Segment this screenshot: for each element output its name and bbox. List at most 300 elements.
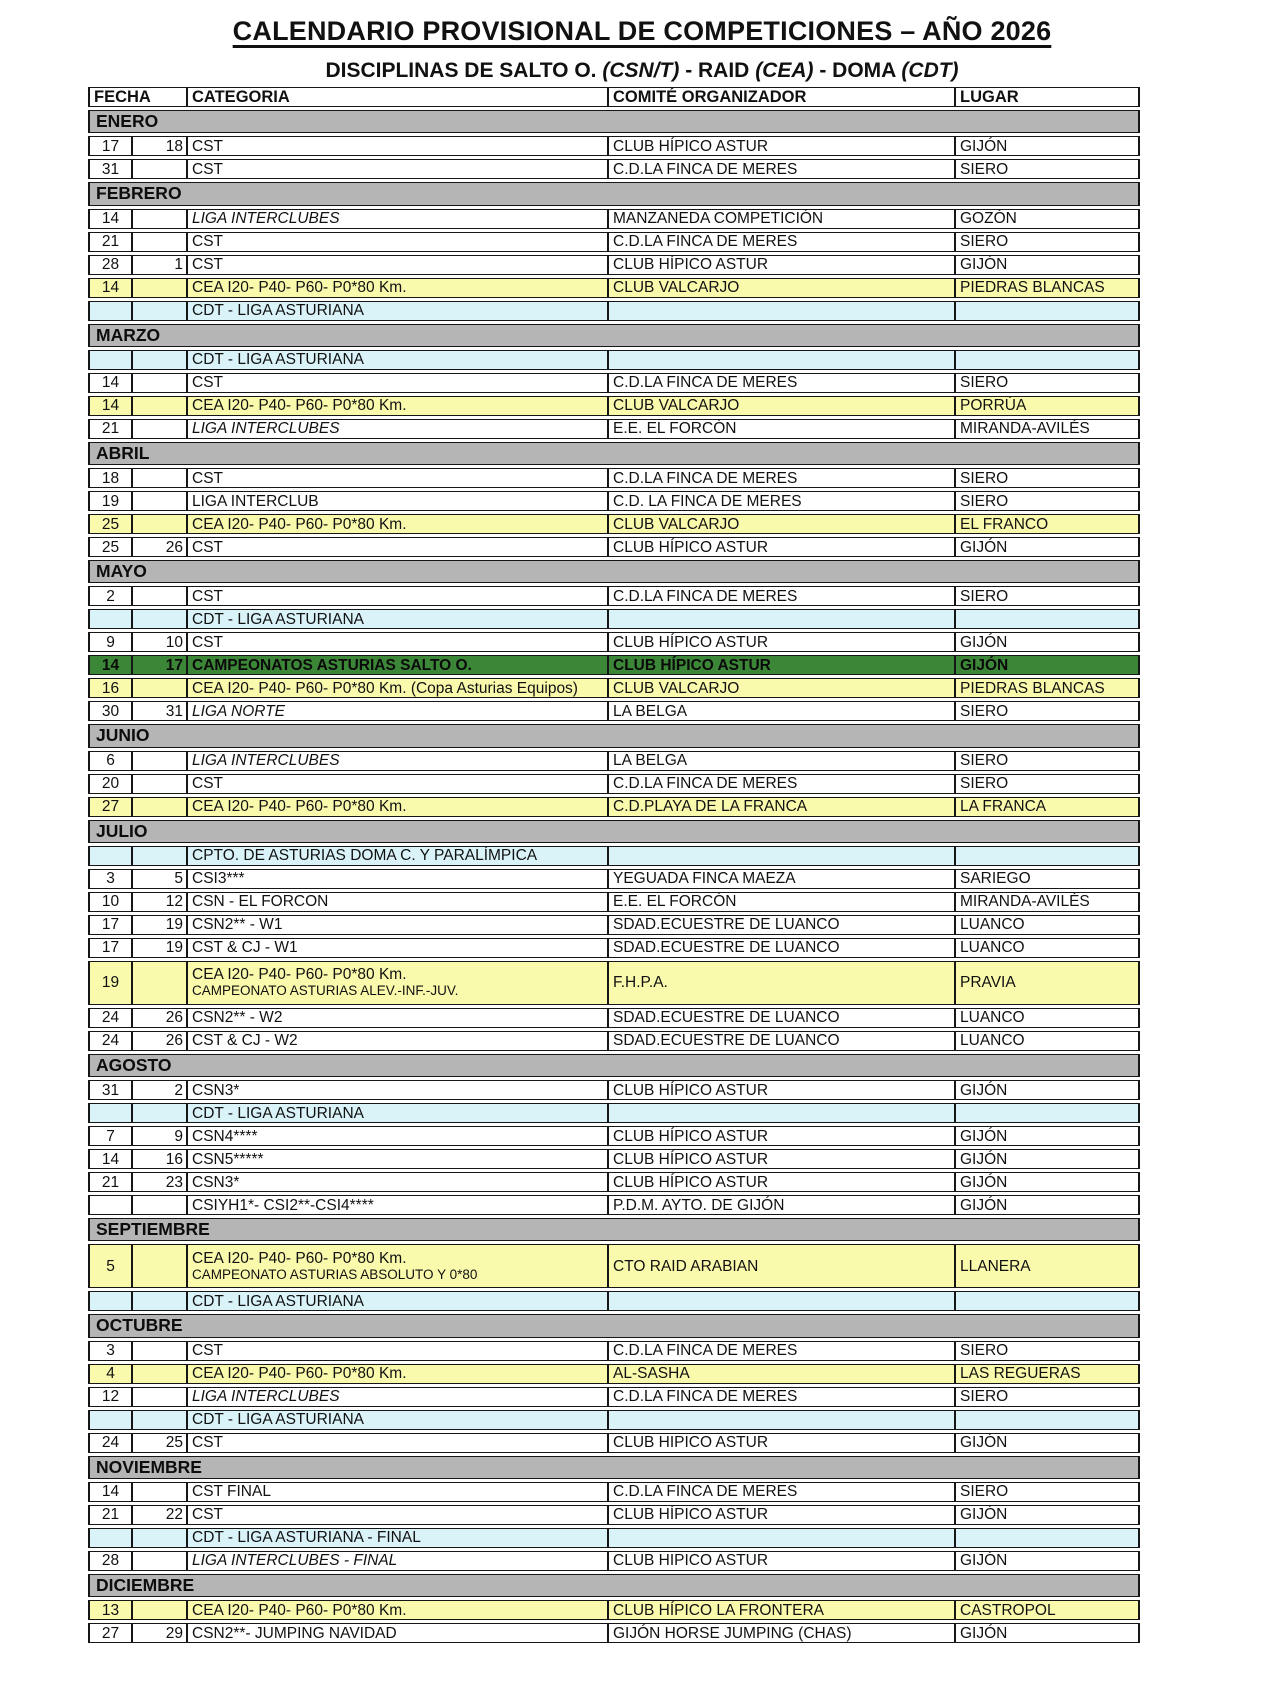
categoria-cell	[187, 1551, 608, 1571]
comite-cell: CLUB HÍPICO ASTUR	[608, 537, 955, 557]
subtitle-segment: DISCIPLINAS DE SALTO O.	[325, 59, 603, 82]
fecha-start-cell	[88, 609, 132, 629]
calendar-row	[88, 655, 1140, 675]
categoria-cell	[187, 586, 608, 606]
categoria-cell	[187, 537, 608, 557]
lugar-cell: SIERO	[955, 1387, 1140, 1407]
fecha-end-cell	[132, 468, 187, 488]
calendar-row	[88, 1172, 1140, 1192]
month-header-row-abril	[88, 442, 1140, 465]
comite-cell: C.D.PLAYA DE LA FRANCA	[608, 797, 955, 817]
fecha-end-cell	[132, 1528, 187, 1548]
comite-cell: C.D.LA FINCA DE MERES	[608, 586, 955, 606]
categoria-cell	[187, 278, 608, 298]
month-header-row-agosto	[88, 1054, 1140, 1077]
comite-cell: AL-SASHA	[608, 1364, 955, 1384]
calendar-row	[88, 892, 1140, 912]
categoria-cell	[187, 1080, 608, 1100]
fecha-end-cell	[132, 159, 187, 179]
comite-cell: CLUB VALCARJO	[608, 396, 955, 416]
table-header-row	[88, 87, 1140, 107]
fecha-start-cell: 2	[88, 586, 132, 606]
calendar-row	[88, 632, 1140, 652]
fecha-start-cell: 27	[88, 1623, 132, 1643]
comite-cell: C.D.LA FINCA DE MERES	[608, 1482, 955, 1502]
lugar-cell: SIERO	[955, 701, 1140, 721]
month-label: ENERO	[88, 110, 1140, 133]
fecha-start-cell	[88, 846, 132, 866]
comite-cell: F.H.P.A.	[608, 961, 955, 1005]
lugar-cell	[955, 609, 1140, 629]
categoria-cell	[187, 1505, 608, 1525]
categoria-cell	[187, 491, 608, 511]
fecha-end-cell	[132, 1195, 187, 1215]
fecha-end-cell	[132, 419, 187, 439]
fecha-start-cell: 14	[88, 396, 132, 416]
lugar-cell: PORRÚA	[955, 396, 1140, 416]
categoria-cell	[187, 751, 608, 771]
comite-cell: LA BELGA	[608, 751, 955, 771]
fecha-end-cell	[132, 1600, 187, 1620]
categoria-text: CSN2** - W1	[192, 916, 283, 934]
calendar-row	[88, 537, 1140, 557]
categoria-text: CST	[192, 160, 223, 178]
fecha-end-cell	[132, 678, 187, 698]
calendar-row	[88, 1528, 1140, 1548]
categoria-text: CEA I20- P40- P60- P0*80 Km.	[192, 1601, 407, 1619]
categoria-text: CSI3***	[192, 870, 245, 888]
fecha-start-cell: 12	[88, 1387, 132, 1407]
month-label: JULIO	[88, 820, 1140, 843]
comite-cell: CLUB HIPICO ASTUR	[608, 1551, 955, 1571]
categoria-text: CST & CJ - W1	[192, 939, 298, 957]
month-label: AGOSTO	[88, 1054, 1140, 1077]
comite-cell: SDAD.ECUESTRE DE LUANCO	[608, 1008, 955, 1028]
comite-cell	[608, 1291, 955, 1311]
categoria-text: LIGA INTERCLUBES - FINAL	[192, 1552, 398, 1570]
calendar-row	[88, 1600, 1140, 1620]
column-header-comite: COMITÉ ORGANIZADOR	[608, 87, 955, 107]
categoria-text: CDT - LIGA ASTURIANA - FINAL	[192, 1529, 421, 1547]
categoria-text: CEA I20- P40- P60- P0*80 Km.	[192, 1365, 407, 1383]
categoria-cell	[187, 1031, 608, 1051]
fecha-start-cell: 31	[88, 1080, 132, 1100]
lugar-cell: GIJÓN	[955, 1551, 1140, 1571]
categoria-text: CST	[192, 538, 223, 556]
categoria-text: CST	[192, 256, 223, 274]
fecha-start-cell: 21	[88, 1172, 132, 1192]
subtitle-segment: (CDT)	[901, 59, 959, 82]
calendar-row	[88, 278, 1140, 298]
lugar-cell: PIEDRAS BLANCAS	[955, 678, 1140, 698]
categoria-cell	[187, 1008, 608, 1028]
lugar-cell: SIERO	[955, 373, 1140, 393]
month-header-row-octubre	[88, 1314, 1140, 1337]
fecha-end-cell: 26	[132, 1008, 187, 1028]
lugar-cell: MIRANDA-AVILÉS	[955, 419, 1140, 439]
fecha-start-cell: 20	[88, 774, 132, 794]
lugar-cell: LUANCO	[955, 1008, 1140, 1028]
fecha-start-cell: 24	[88, 1008, 132, 1028]
comite-cell	[608, 1528, 955, 1548]
calendar-row	[88, 678, 1140, 698]
categoria-text: CST FINAL	[192, 1483, 271, 1501]
categoria-text: CST	[192, 775, 223, 793]
categoria-text: LIGA INTERCLUBES	[192, 420, 340, 438]
lugar-cell	[955, 1528, 1140, 1548]
fecha-end-cell: 25	[132, 1433, 187, 1453]
calendar-row	[88, 1364, 1140, 1384]
fecha-end-cell: 12	[132, 892, 187, 912]
calendar-row	[88, 1410, 1140, 1430]
categoria-text: CEA I20- P40- P60- P0*80 Km. (Copa Asturias Equipos)	[192, 679, 578, 697]
categoria-cell	[187, 1149, 608, 1169]
comite-cell	[608, 1410, 955, 1430]
comite-cell: CTO RAID ARABIAN	[608, 1244, 955, 1288]
calendar-row	[88, 1031, 1140, 1051]
calendar-row	[88, 136, 1140, 156]
lugar-cell	[955, 846, 1140, 866]
fecha-start-cell	[88, 350, 132, 370]
comite-cell: CLUB HÍPICO ASTUR	[608, 1080, 955, 1100]
categoria-cell	[187, 514, 608, 534]
categoria-cell	[187, 655, 608, 675]
comite-cell: CLUB HIPICO ASTUR	[608, 1433, 955, 1453]
month-header-row-julio	[88, 820, 1140, 843]
categoria-text: CDT - LIGA ASTURIANA	[192, 610, 364, 628]
fecha-start-cell: 17	[88, 915, 132, 935]
calendar-row	[88, 1387, 1140, 1407]
fecha-start-cell	[88, 1528, 132, 1548]
comite-cell: CLUB HÍPICO ASTUR	[608, 255, 955, 275]
fecha-end-cell: 19	[132, 915, 187, 935]
fecha-end-cell	[132, 301, 187, 321]
comite-cell: CLUB VALCARJO	[608, 678, 955, 698]
comite-cell	[608, 350, 955, 370]
categoria-cell	[187, 1195, 608, 1215]
categoria-text: CST & CJ - W2	[192, 1032, 298, 1050]
categoria-text: CDT - LIGA ASTURIANA	[192, 1411, 364, 1429]
fecha-end-cell: 26	[132, 537, 187, 557]
categoria-text: CST	[192, 1506, 223, 1524]
lugar-cell	[955, 1410, 1140, 1430]
fecha-end-cell	[132, 1103, 187, 1123]
calendar-row	[88, 961, 1140, 1005]
fecha-start-cell: 14	[88, 655, 132, 675]
comite-cell: CLUB HÍPICO ASTUR	[608, 136, 955, 156]
comite-cell: SDAD.ECUESTRE DE LUANCO	[608, 1031, 955, 1051]
categoria-cell	[187, 301, 608, 321]
fecha-end-cell: 2	[132, 1080, 187, 1100]
categoria-cell	[187, 1623, 608, 1643]
competition-calendar-table	[88, 84, 1140, 1646]
lugar-cell: GIJÓN	[955, 255, 1140, 275]
categoria-cell	[187, 1410, 608, 1430]
calendar-row	[88, 232, 1140, 252]
categoria-text: CDT - LIGA ASTURIANA	[192, 351, 364, 369]
fecha-start-cell	[88, 1103, 132, 1123]
month-label: NOVIEMBRE	[88, 1456, 1140, 1479]
lugar-cell: GIJÓN	[955, 1505, 1140, 1525]
month-label: MAYO	[88, 560, 1140, 583]
categoria-text: CEA I20- P40- P60- P0*80 Km.	[192, 515, 407, 533]
comite-cell: C.D.LA FINCA DE MERES	[608, 232, 955, 252]
categoria-text: CST	[192, 1342, 223, 1360]
categoria-text: LIGA INTERCLUBES	[192, 1388, 340, 1406]
categoria-cell	[187, 1482, 608, 1502]
comite-cell: CLUB HÍPICO ASTUR	[608, 1126, 955, 1146]
fecha-start-cell: 18	[88, 468, 132, 488]
fecha-end-cell	[132, 609, 187, 629]
calendar-row	[88, 396, 1140, 416]
calendar-row	[88, 1505, 1140, 1525]
lugar-cell	[955, 301, 1140, 321]
calendar-row	[88, 915, 1140, 935]
comite-cell: C.D.LA FINCA DE MERES	[608, 1341, 955, 1361]
comite-cell: CLUB HÍPICO ASTUR	[608, 632, 955, 652]
lugar-cell: SIERO	[955, 159, 1140, 179]
month-header-row-noviembre	[88, 1456, 1140, 1479]
categoria-second-line: CAMPEONATO ASTURIAS ABSOLUTO Y 0*80	[192, 1266, 478, 1282]
categoria-cell	[187, 1364, 608, 1384]
fecha-end-cell: 17	[132, 655, 187, 675]
categoria-text: CPTO. DE ASTURIAS DOMA C. Y PARALÍMPICA	[192, 847, 538, 865]
month-header-row-marzo	[88, 324, 1140, 347]
comite-cell	[608, 846, 955, 866]
column-header-categoria: CATEGORIA	[187, 87, 608, 107]
lugar-cell: EL FRANCO	[955, 514, 1140, 534]
categoria-text: LIGA INTERCLUB	[192, 492, 319, 510]
month-label: OCTUBRE	[88, 1314, 1140, 1337]
fecha-end-cell	[132, 1482, 187, 1502]
fecha-end-cell: 9	[132, 1126, 187, 1146]
page-subtitle	[0, 59, 1284, 83]
categoria-cell	[187, 396, 608, 416]
calendar-row	[88, 797, 1140, 817]
fecha-end-cell: 1	[132, 255, 187, 275]
categoria-text: CST	[192, 469, 223, 487]
categoria-cell	[187, 255, 608, 275]
month-header-row-febrero	[88, 182, 1140, 205]
categoria-cell	[187, 1244, 608, 1288]
lugar-cell: SIERO	[955, 1341, 1140, 1361]
comite-cell: YEGUADA FINCA MAEZA	[608, 869, 955, 889]
calendar-row	[88, 1149, 1140, 1169]
categoria-text: CEA I20- P40- P60- P0*80 Km.	[192, 966, 407, 984]
categoria-cell	[187, 1387, 608, 1407]
categoria-text: CEA I20- P40- P60- P0*80 Km.	[192, 1249, 407, 1267]
calendar-row	[88, 1103, 1140, 1123]
fecha-end-cell	[132, 232, 187, 252]
calendar-table-body	[88, 87, 1140, 1643]
categoria-cell	[187, 1600, 608, 1620]
comite-cell: CLUB HÍPICO ASTUR	[608, 1149, 955, 1169]
fecha-start-cell: 14	[88, 209, 132, 229]
fecha-end-cell: 19	[132, 938, 187, 958]
calendar-row	[88, 751, 1140, 771]
calendar-row	[88, 419, 1140, 439]
comite-cell: CLUB VALCARJO	[608, 514, 955, 534]
calendar-row	[88, 373, 1140, 393]
comite-cell	[608, 609, 955, 629]
fecha-end-cell	[132, 396, 187, 416]
lugar-cell: PIEDRAS BLANCAS	[955, 278, 1140, 298]
fecha-end-cell	[132, 491, 187, 511]
lugar-cell: SIERO	[955, 491, 1140, 511]
comite-cell: SDAD.ECUESTRE DE LUANCO	[608, 938, 955, 958]
fecha-end-cell	[132, 373, 187, 393]
lugar-cell: GIJÓN	[955, 1149, 1140, 1169]
month-label: MARZO	[88, 324, 1140, 347]
calendar-row	[88, 255, 1140, 275]
calendar-row	[88, 846, 1140, 866]
month-header-row-septiembre	[88, 1218, 1140, 1241]
comite-cell: CLUB HÍPICO ASTUR	[608, 655, 955, 675]
categoria-text: CEA I20- P40- P60- P0*80 Km.	[192, 798, 407, 816]
categoria-cell	[187, 892, 608, 912]
calendar-row	[88, 1291, 1140, 1311]
categoria-cell	[187, 1433, 608, 1453]
calendar-row	[88, 586, 1140, 606]
month-label: JUNIO	[88, 724, 1140, 747]
categoria-cell	[187, 678, 608, 698]
month-header-row-diciembre	[88, 1574, 1140, 1597]
fecha-start-cell: 24	[88, 1433, 132, 1453]
categoria-text: CDT - LIGA ASTURIANA	[192, 302, 364, 320]
categoria-cell	[187, 846, 608, 866]
calendar-row	[88, 1623, 1140, 1643]
categoria-cell	[187, 1291, 608, 1311]
fecha-start-cell: 24	[88, 1031, 132, 1051]
month-label: FEBRERO	[88, 182, 1140, 205]
comite-cell: C.D. LA FINCA DE MERES	[608, 491, 955, 511]
categoria-cell	[187, 869, 608, 889]
fecha-end-cell: 16	[132, 1149, 187, 1169]
comite-cell: C.D.LA FINCA DE MERES	[608, 468, 955, 488]
fecha-end-cell	[132, 961, 187, 1005]
lugar-cell: GIJÓN	[955, 632, 1140, 652]
categoria-cell	[187, 468, 608, 488]
categoria-cell	[187, 1341, 608, 1361]
fecha-start-cell	[88, 1195, 132, 1215]
subtitle-segment: (CEA)	[755, 59, 814, 82]
categoria-cell	[187, 373, 608, 393]
fecha-start-cell	[88, 1291, 132, 1311]
lugar-cell: GIJÓN	[955, 1080, 1140, 1100]
lugar-cell: SARIEGO	[955, 869, 1140, 889]
comite-cell: CLUB HÍPICO ASTUR	[608, 1505, 955, 1525]
calendar-row	[88, 609, 1140, 629]
comite-cell: E.E. EL FORCÓN	[608, 892, 955, 912]
categoria-text: LIGA INTERCLUBES	[192, 752, 340, 770]
comite-cell: CLUB VALCARJO	[608, 278, 955, 298]
lugar-cell: GIJÓN	[955, 655, 1140, 675]
calendar-row	[88, 350, 1140, 370]
lugar-cell: SIERO	[955, 751, 1140, 771]
fecha-start-cell: 21	[88, 1505, 132, 1525]
lugar-cell: SIERO	[955, 774, 1140, 794]
lugar-cell: CASTROPOL	[955, 1600, 1140, 1620]
categoria-text: CST	[192, 374, 223, 392]
fecha-end-cell: 26	[132, 1031, 187, 1051]
lugar-cell	[955, 1291, 1140, 1311]
calendar-row	[88, 491, 1140, 511]
categoria-text: CAMPEONATOS ASTURIAS SALTO O.	[192, 656, 472, 674]
categoria-cell	[187, 915, 608, 935]
calendar-row	[88, 514, 1140, 534]
lugar-cell: GIJÓN	[955, 1126, 1140, 1146]
fecha-start-cell: 28	[88, 1551, 132, 1571]
fecha-end-cell	[132, 209, 187, 229]
fecha-end-cell	[132, 1341, 187, 1361]
month-label: DICIEMBRE	[88, 1574, 1140, 1597]
fecha-end-cell	[132, 1244, 187, 1288]
fecha-end-cell	[132, 1364, 187, 1384]
fecha-end-cell	[132, 751, 187, 771]
calendar-row	[88, 869, 1140, 889]
comite-cell: E.E. EL FORCÓN	[608, 419, 955, 439]
lugar-cell: SIERO	[955, 232, 1140, 252]
fecha-end-cell	[132, 514, 187, 534]
fecha-start-cell: 30	[88, 701, 132, 721]
lugar-cell: GIJÓN	[955, 136, 1140, 156]
fecha-end-cell: 22	[132, 1505, 187, 1525]
fecha-start-cell: 19	[88, 491, 132, 511]
fecha-end-cell: 5	[132, 869, 187, 889]
lugar-cell: GOZÓN	[955, 209, 1140, 229]
comite-cell: SDAD.ECUESTRE DE LUANCO	[608, 915, 955, 935]
categoria-cell	[187, 609, 608, 629]
calendar-row	[88, 209, 1140, 229]
comite-cell: C.D.LA FINCA DE MERES	[608, 1387, 955, 1407]
calendar-row	[88, 1126, 1140, 1146]
calendar-row	[88, 1244, 1140, 1288]
categoria-cell	[187, 209, 608, 229]
categoria-cell	[187, 961, 608, 1005]
fecha-start-cell: 25	[88, 514, 132, 534]
lugar-cell: LUANCO	[955, 938, 1140, 958]
categoria-cell	[187, 1103, 608, 1123]
column-header-lugar: LUGAR	[955, 87, 1140, 107]
fecha-start-cell: 3	[88, 1341, 132, 1361]
month-header-row-enero	[88, 110, 1140, 133]
categoria-text: CST	[192, 1434, 223, 1452]
categoria-text: CDT - LIGA ASTURIANA	[192, 1104, 364, 1122]
fecha-start-cell: 3	[88, 869, 132, 889]
categoria-cell	[187, 1528, 608, 1548]
column-header-fecha: FECHA	[88, 87, 187, 107]
categoria-text: CSN4****	[192, 1127, 258, 1145]
categoria-text: CST	[192, 137, 223, 155]
month-label: ABRIL	[88, 442, 1140, 465]
fecha-end-cell	[132, 1410, 187, 1430]
fecha-start-cell: 21	[88, 419, 132, 439]
categoria-text: CSN3*	[192, 1081, 240, 1099]
comite-cell: C.D.LA FINCA DE MERES	[608, 373, 955, 393]
categoria-cell	[187, 701, 608, 721]
categoria-text: CSN3*	[192, 1173, 240, 1191]
comite-cell: CLUB HÍPICO LA FRONTERA	[608, 1600, 955, 1620]
fecha-start-cell: 9	[88, 632, 132, 652]
fecha-start-cell: 6	[88, 751, 132, 771]
lugar-cell: LLANERA	[955, 1244, 1140, 1288]
fecha-end-cell	[132, 586, 187, 606]
calendar-row	[88, 701, 1140, 721]
fecha-end-cell: 29	[132, 1623, 187, 1643]
fecha-end-cell: 18	[132, 136, 187, 156]
fecha-start-cell: 19	[88, 961, 132, 1005]
subtitle-segment: - DOMA	[813, 59, 902, 82]
